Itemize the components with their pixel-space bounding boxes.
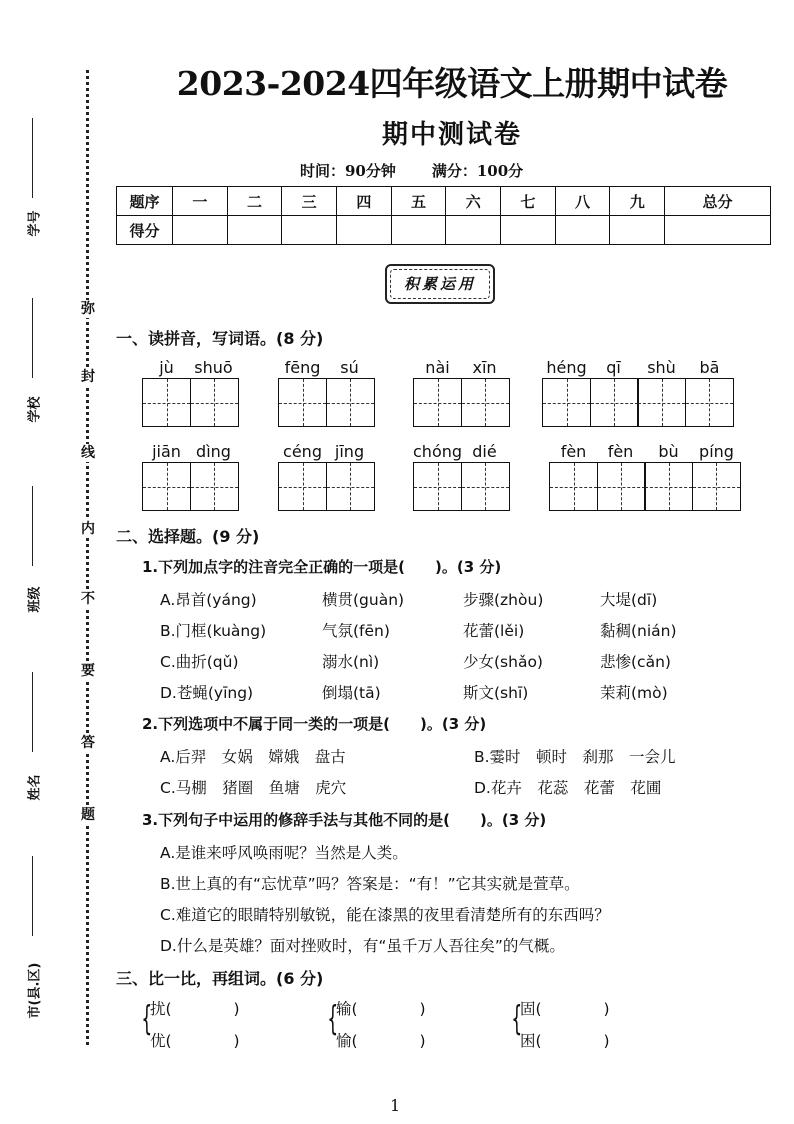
writing-grid-box[interactable] xyxy=(461,378,510,427)
label-district: 市(县.区) xyxy=(27,962,43,1019)
pinyin-label: shù xyxy=(647,358,676,377)
seal-dotted-line xyxy=(86,70,89,1045)
pinyin-label: jīng xyxy=(334,442,365,461)
q2-option-c: C.马棚 猪圈 鱼塘 虎穴 xyxy=(160,779,347,797)
score-table-header-row xyxy=(117,187,771,216)
binding-strip xyxy=(0,0,110,1124)
writing-grid-box[interactable] xyxy=(692,462,741,511)
q1-option: D.苍蝇(yīng) xyxy=(160,684,254,702)
score-col-header: 五 xyxy=(391,187,446,216)
seal-char: 线 xyxy=(81,445,95,461)
q1-option: 步骤(zhòu) xyxy=(463,591,544,609)
q2-option-a: A.后羿 女娲 嫦娥 盘古 xyxy=(160,748,346,766)
score-col-header: 一 xyxy=(173,187,228,216)
score-col-header: 八 xyxy=(555,187,610,216)
q1-option: 横贯(guàn) xyxy=(322,591,405,609)
pair-brace: { xyxy=(327,999,339,1039)
pinyin-label: fèn xyxy=(560,442,587,461)
exam-full-score: 满分：100分 xyxy=(431,162,524,180)
pinyin-label: jù xyxy=(159,358,174,377)
q1-option: 大堤(dī) xyxy=(600,591,658,609)
fill-line-name xyxy=(32,672,33,752)
section1-heading: 一、读拼音，写词语。(8 分) xyxy=(116,329,324,348)
fill-line-class xyxy=(32,486,33,566)
score-cell[interactable] xyxy=(391,216,446,245)
exam-subtitle: 期中测试卷 xyxy=(381,120,522,150)
pair-brace: { xyxy=(141,999,153,1039)
section3-heading: 三、比一比，再组词。(6 分) xyxy=(116,969,324,988)
fill-line-student-id xyxy=(32,118,33,198)
label-school: 学校 xyxy=(27,396,43,423)
score-table-score-row xyxy=(117,216,771,245)
q3-option-c: C.难道它的眼睛特别敏锐，能在漆黑的夜里看清楚所有的东西吗？ xyxy=(160,906,610,924)
pinyin-label: bù xyxy=(658,442,679,461)
label-student-id: 学号 xyxy=(27,210,43,237)
page-number: 1 xyxy=(390,1096,401,1115)
pinyin-label: bā xyxy=(699,358,720,377)
pinyin-label: fèn xyxy=(607,442,634,461)
q1-option: 斯文(shī) xyxy=(463,684,529,702)
score-cell[interactable] xyxy=(501,216,556,245)
exam-time: 时间：90分钟 xyxy=(300,162,396,180)
compare-item: 输( ) xyxy=(336,1000,426,1018)
fill-line-school xyxy=(32,298,33,378)
pinyin-label: nài xyxy=(425,358,450,377)
q2-option-b: B.霎时 顿时 刹那 一会儿 xyxy=(474,748,676,766)
pinyin-label: fēng xyxy=(284,358,321,377)
pinyin-label: shuō xyxy=(194,358,233,377)
writing-grid-box[interactable] xyxy=(142,462,191,511)
writing-grid-box[interactable] xyxy=(142,378,191,427)
q3-option-b: B.世上真的有“忘忧草”吗？答案是：“有！”它其实就是萱草。 xyxy=(160,875,580,893)
seal-char: 要 xyxy=(81,663,95,679)
q1-option: B.门框(kuàng) xyxy=(160,622,267,640)
question-3-stem: 3.下列句子中运用的修辞手法与其他不同的是( )。(3 分) xyxy=(142,811,547,829)
score-col-header: 四 xyxy=(337,187,392,216)
pinyin-label: chóng xyxy=(413,442,463,461)
q1-option: 气氛(fēn) xyxy=(322,622,390,640)
score-col-header: 总分 xyxy=(665,187,771,216)
writing-grid-box[interactable] xyxy=(685,378,734,427)
score-table xyxy=(116,186,771,245)
score-col-header: 二 xyxy=(227,187,282,216)
score-cell[interactable] xyxy=(337,216,392,245)
score-col-header: 三 xyxy=(282,187,337,216)
pair-brace: { xyxy=(511,999,523,1039)
q1-option: 黏稠(nián) xyxy=(600,622,677,640)
score-col-header: 九 xyxy=(610,187,665,216)
pinyin-label: xīn xyxy=(472,358,497,377)
q1-option: 花蕾(lěi) xyxy=(463,622,525,640)
fill-line-district xyxy=(32,856,33,936)
section-badge: 积累运用 xyxy=(385,264,495,304)
q1-option: 溺水(nì) xyxy=(322,653,380,671)
seal-char: 弥 xyxy=(81,301,95,317)
writing-grid-box[interactable] xyxy=(326,462,375,511)
writing-grid-box[interactable] xyxy=(278,462,327,511)
q1-option: A.昂首(yáng) xyxy=(160,591,257,609)
seal-char: 内 xyxy=(81,521,95,537)
writing-grid-box[interactable] xyxy=(644,462,693,511)
compare-item: 愉( ) xyxy=(336,1032,426,1050)
pinyin-label: jiān xyxy=(152,442,181,461)
pinyin-label: qī xyxy=(606,358,621,377)
writing-grid-box[interactable] xyxy=(549,462,598,511)
question-2-stem: 2.下列选项中不属于同一类的一项是( )。(3 分) xyxy=(142,715,487,733)
writing-grid-box[interactable] xyxy=(542,378,591,427)
compare-item: 扰( ) xyxy=(150,1000,240,1018)
score-cell[interactable] xyxy=(446,216,501,245)
writing-grid-box[interactable] xyxy=(190,462,239,511)
q1-option: C.曲折(qǔ) xyxy=(160,653,239,671)
writing-grid-box[interactable] xyxy=(413,378,462,427)
score-cell[interactable] xyxy=(173,216,228,245)
score-cell[interactable] xyxy=(282,216,337,245)
score-col-header: 七 xyxy=(501,187,556,216)
q3-option-a: A.是谁来呼风唤雨呢？当然是人类。 xyxy=(160,844,408,862)
label-class: 班级 xyxy=(27,586,43,613)
score-cell[interactable] xyxy=(227,216,282,245)
seal-char: 答 xyxy=(81,735,95,751)
writing-grid-box[interactable] xyxy=(597,462,646,511)
q3-option-d: D.什么是英雄？面对挫败时，有“虽千万人吾往矣”的气概。 xyxy=(160,937,565,955)
q1-option: 悲惨(cǎn) xyxy=(600,653,671,671)
pinyin-label: dié xyxy=(472,442,497,461)
compare-item: 固( ) xyxy=(520,1000,610,1018)
pinyin-label: dìng xyxy=(196,442,231,461)
score-col-header: 题序 xyxy=(117,187,173,216)
writing-grid-box[interactable] xyxy=(413,462,462,511)
writing-grid-box[interactable] xyxy=(461,462,510,511)
writing-grid-box[interactable] xyxy=(326,378,375,427)
pinyin-label: céng xyxy=(283,442,322,461)
pinyin-label: sú xyxy=(340,358,359,377)
q1-option: 少女(shǎo) xyxy=(463,653,543,671)
question-1-stem: 1.下列加点字的注音完全正确的一项是( )。(3 分) xyxy=(142,558,502,576)
score-col-header: 六 xyxy=(446,187,501,216)
seal-char: 封 xyxy=(81,369,95,385)
q1-option: 茉莉(mò) xyxy=(600,684,668,702)
q2-option-d: D.花卉 花蕊 花蕾 花圃 xyxy=(474,779,662,797)
compare-item: 优( ) xyxy=(150,1032,240,1050)
exam-title: 2023-2024四年级语文上册期中试卷 xyxy=(176,64,728,103)
score-cell[interactable] xyxy=(610,216,665,245)
seal-char: 题 xyxy=(81,807,95,823)
writing-grid-box[interactable] xyxy=(190,378,239,427)
q1-option: 倒塌(tā) xyxy=(322,684,381,702)
seal-char: 不 xyxy=(81,591,95,607)
writing-grid-box[interactable] xyxy=(278,378,327,427)
pinyin-label: píng xyxy=(699,442,734,461)
writing-grid-box[interactable] xyxy=(637,378,686,427)
label-name: 姓名 xyxy=(27,774,43,801)
section2-heading: 二、选择题。(9 分) xyxy=(116,527,260,546)
score-cell[interactable] xyxy=(555,216,610,245)
score-row-label: 得分 xyxy=(117,216,173,245)
pinyin-label: héng xyxy=(546,358,587,377)
exam-meta xyxy=(300,160,559,181)
score-cell[interactable] xyxy=(665,216,771,245)
writing-grid-box[interactable] xyxy=(590,378,639,427)
compare-item: 困( ) xyxy=(520,1032,610,1050)
